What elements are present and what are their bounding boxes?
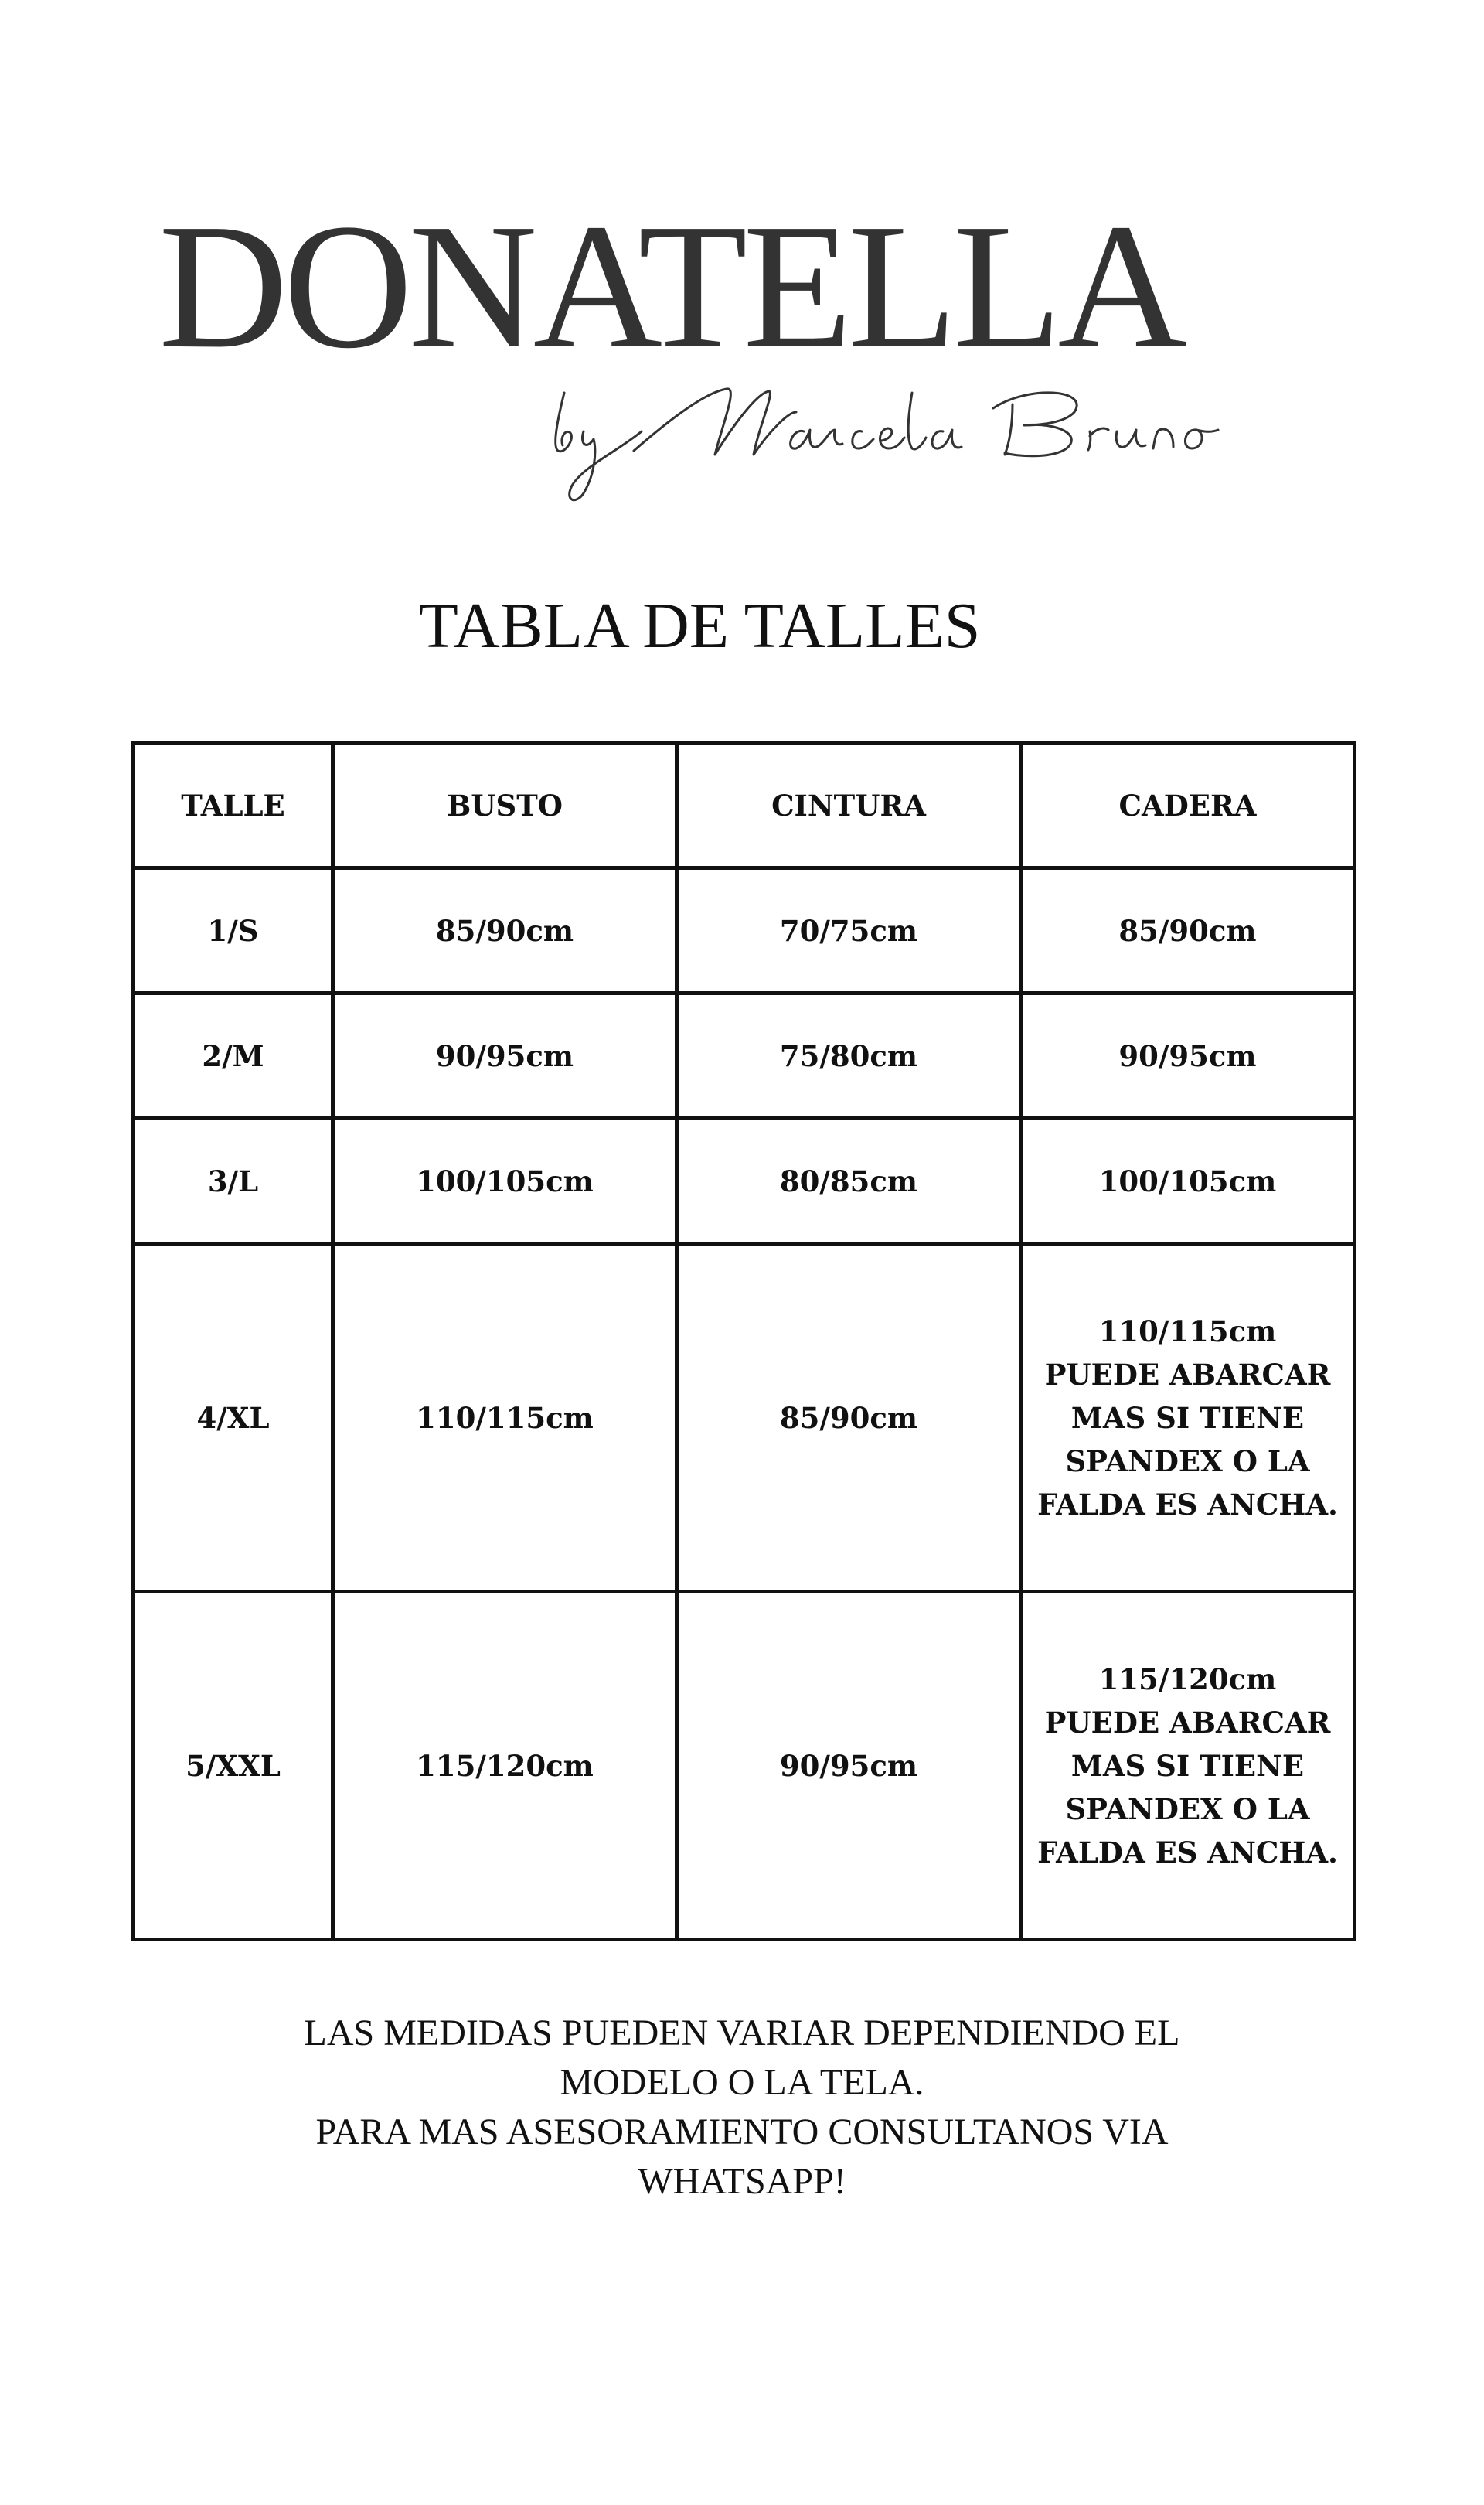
table-row xyxy=(134,993,1355,1119)
table-header-row xyxy=(134,743,1355,868)
footer-notes xyxy=(0,2009,1484,2207)
cell-cintura: 90/95cm xyxy=(677,1592,1021,1940)
cadera-line: FALDA ES ANCHA. xyxy=(1037,1487,1338,1522)
cell-busto: 110/115cm xyxy=(333,1244,677,1592)
cell-talle: 3/L xyxy=(134,1119,333,1244)
cell-cintura: 70/75cm xyxy=(677,868,1021,993)
cell-busto: 100/105cm xyxy=(333,1119,677,1244)
cadera-line: SPANDEX O LA xyxy=(1065,1791,1310,1826)
cadera-line: 100/105cm xyxy=(1098,1164,1277,1198)
cell-cadera xyxy=(1021,1244,1355,1592)
cell-talle: 2/M xyxy=(134,993,333,1119)
cell-cadera xyxy=(1021,993,1355,1119)
cadera-line: 110/115cm xyxy=(1098,1314,1277,1348)
table-row xyxy=(134,1592,1355,1940)
cadera-line: MAS SI TIENE xyxy=(1070,1400,1305,1435)
cell-cintura: 80/85cm xyxy=(677,1119,1021,1244)
brand-logo: DONATELLA xyxy=(158,187,1183,386)
cell-cintura: 85/90cm xyxy=(677,1244,1021,1592)
cell-busto: 90/95cm xyxy=(333,993,677,1119)
header-cadera: CADERA xyxy=(1021,743,1355,868)
cell-cadera xyxy=(1021,868,1355,993)
table-row xyxy=(134,1244,1355,1592)
header-busto: BUSTO xyxy=(333,743,677,868)
cadera-line: 85/90cm xyxy=(1118,913,1257,948)
note-line: WHATSAPP! xyxy=(638,2161,846,2202)
note-line: PARA MAS ASESORAMIENTO CONSULTANOS VIA xyxy=(315,2111,1169,2152)
cadera-line: PUEDE ABARCAR xyxy=(1044,1705,1331,1740)
cell-talle: 4/XL xyxy=(134,1244,333,1592)
brand-signature xyxy=(549,377,1244,509)
cell-talle: 1/S xyxy=(134,868,333,993)
table-row xyxy=(134,1119,1355,1244)
page-title: TABLA DE TALLES xyxy=(418,590,981,662)
cadera-line: 115/120cm xyxy=(1098,1661,1277,1696)
note-line: MODELO O LA TELA. xyxy=(560,2062,924,2103)
cell-cintura: 75/80cm xyxy=(677,993,1021,1119)
cell-cadera xyxy=(1021,1119,1355,1244)
header-cintura: CINTURA xyxy=(677,743,1021,868)
cadera-line: SPANDEX O LA xyxy=(1065,1443,1310,1478)
signature-graphic xyxy=(549,377,1244,509)
cell-talle: 5/XXL xyxy=(134,1592,333,1940)
note-line: LAS MEDIDAS PUEDEN VARIAR DEPENDIENDO EL xyxy=(304,2013,1180,2053)
cadera-line: PUEDE ABARCAR xyxy=(1044,1357,1331,1392)
cell-busto: 85/90cm xyxy=(333,868,677,993)
header-talle: TALLE xyxy=(134,743,333,868)
table-row xyxy=(134,868,1355,993)
cell-cadera xyxy=(1021,1592,1355,1940)
cadera-line: FALDA ES ANCHA. xyxy=(1037,1835,1338,1869)
size-chart-table xyxy=(131,741,1356,1941)
cadera-line: 90/95cm xyxy=(1118,1038,1257,1073)
cadera-line: MAS SI TIENE xyxy=(1070,1748,1305,1783)
cell-busto: 115/120cm xyxy=(333,1592,677,1940)
